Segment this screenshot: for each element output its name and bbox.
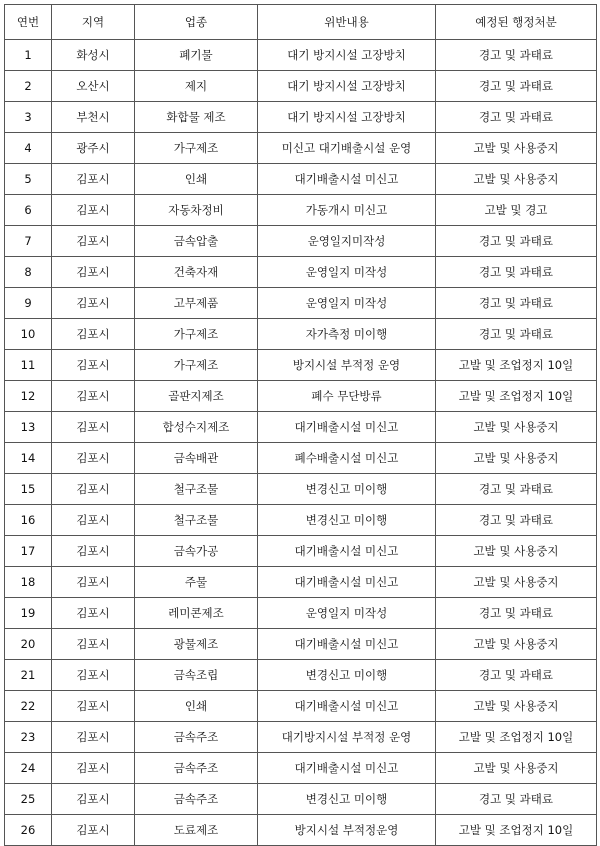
- cell-region: 김포시: [52, 536, 135, 567]
- cell-number: 20: [5, 629, 52, 660]
- cell-region: 김포시: [52, 567, 135, 598]
- table-row: [5, 164, 597, 195]
- cell-number: 24: [5, 753, 52, 784]
- cell-region: 김포시: [52, 412, 135, 443]
- header-violation: 위반내용: [258, 5, 436, 40]
- cell-action: 경고 및 과태료: [436, 784, 597, 815]
- cell-violation: 변경신고 미이행: [258, 784, 436, 815]
- cell-violation: 변경신고 미이행: [258, 660, 436, 691]
- table-row: [5, 257, 597, 288]
- cell-region: 김포시: [52, 598, 135, 629]
- cell-number: 5: [5, 164, 52, 195]
- cell-region: 김포시: [52, 381, 135, 412]
- cell-action: 고발 및 사용중지: [436, 133, 597, 164]
- cell-number: 12: [5, 381, 52, 412]
- cell-region: 김포시: [52, 288, 135, 319]
- cell-industry: 인쇄: [135, 691, 258, 722]
- table-row: [5, 691, 597, 722]
- cell-action: 고발 및 사용중지: [436, 567, 597, 598]
- cell-violation: 운영일지 미작성: [258, 598, 436, 629]
- cell-violation: 폐수 무단방류: [258, 381, 436, 412]
- cell-industry: 금속압출: [135, 226, 258, 257]
- cell-industry: 금속가공: [135, 536, 258, 567]
- cell-number: 21: [5, 660, 52, 691]
- cell-violation: 대기 방지시설 고장방치: [258, 71, 436, 102]
- cell-number: 17: [5, 536, 52, 567]
- cell-action: 경고 및 과태료: [436, 226, 597, 257]
- cell-violation: 대기배출시설 미신고: [258, 567, 436, 598]
- cell-number: 18: [5, 567, 52, 598]
- cell-violation: 대기배출시설 미신고: [258, 753, 436, 784]
- cell-number: 26: [5, 815, 52, 846]
- cell-action: 경고 및 과태료: [436, 71, 597, 102]
- cell-industry: 고무제품: [135, 288, 258, 319]
- cell-violation: 운영일지 미작성: [258, 257, 436, 288]
- cell-number: 10: [5, 319, 52, 350]
- cell-industry: 폐기물: [135, 40, 258, 71]
- cell-action: 경고 및 과태료: [436, 474, 597, 505]
- cell-industry: 광물제조: [135, 629, 258, 660]
- table-row: [5, 753, 597, 784]
- cell-action: 경고 및 과태료: [436, 505, 597, 536]
- cell-action: 고발 및 사용중지: [436, 412, 597, 443]
- cell-industry: 금속주조: [135, 753, 258, 784]
- cell-action: 고발 및 조업정지 10일: [436, 815, 597, 846]
- cell-region: 김포시: [52, 505, 135, 536]
- header-row: [5, 5, 597, 40]
- table-row: [5, 226, 597, 257]
- cell-action: 경고 및 과태료: [436, 598, 597, 629]
- cell-region: 김포시: [52, 660, 135, 691]
- table-row: [5, 536, 597, 567]
- table-row: [5, 71, 597, 102]
- table-row: [5, 474, 597, 505]
- table-row: [5, 784, 597, 815]
- cell-industry: 건축자재: [135, 257, 258, 288]
- cell-action: 경고 및 과태료: [436, 102, 597, 133]
- cell-region: 오산시: [52, 71, 135, 102]
- cell-number: 2: [5, 71, 52, 102]
- table-row: [5, 505, 597, 536]
- cell-industry: 금속주조: [135, 784, 258, 815]
- table-row: [5, 660, 597, 691]
- cell-industry: 인쇄: [135, 164, 258, 195]
- header-action: 예정된 행정처분: [436, 5, 597, 40]
- cell-action: 경고 및 과태료: [436, 257, 597, 288]
- cell-region: 김포시: [52, 319, 135, 350]
- cell-industry: 가구제조: [135, 350, 258, 381]
- table-row: [5, 288, 597, 319]
- header-number: 연번: [5, 5, 52, 40]
- cell-region: 김포시: [52, 226, 135, 257]
- cell-region: 김포시: [52, 164, 135, 195]
- cell-region: 김포시: [52, 753, 135, 784]
- table-row: [5, 443, 597, 474]
- cell-region: 부천시: [52, 102, 135, 133]
- cell-violation: 대기 방지시설 고장방치: [258, 40, 436, 71]
- cell-region: 김포시: [52, 257, 135, 288]
- cell-industry: 화합물 제조: [135, 102, 258, 133]
- table-row: [5, 598, 597, 629]
- table-body: [5, 40, 597, 846]
- cell-violation: 대기 방지시설 고장방치: [258, 102, 436, 133]
- table-row: [5, 102, 597, 133]
- cell-industry: 제지: [135, 71, 258, 102]
- cell-violation: 대기배출시설 미신고: [258, 536, 436, 567]
- cell-number: 7: [5, 226, 52, 257]
- cell-number: 9: [5, 288, 52, 319]
- cell-violation: 대기배출시설 미신고: [258, 412, 436, 443]
- cell-violation: 대기배출시설 미신고: [258, 691, 436, 722]
- cell-region: 광주시: [52, 133, 135, 164]
- cell-violation: 자가측정 미이행: [258, 319, 436, 350]
- cell-violation: 운영일지 미작성: [258, 288, 436, 319]
- cell-region: 김포시: [52, 443, 135, 474]
- cell-region: 김포시: [52, 195, 135, 226]
- cell-number: 25: [5, 784, 52, 815]
- cell-industry: 도료제조: [135, 815, 258, 846]
- cell-action: 고발 및 사용중지: [436, 164, 597, 195]
- cell-industry: 주물: [135, 567, 258, 598]
- cell-number: 13: [5, 412, 52, 443]
- cell-number: 23: [5, 722, 52, 753]
- table-row: [5, 629, 597, 660]
- table-row: [5, 815, 597, 846]
- cell-industry: 자동차정비: [135, 195, 258, 226]
- cell-region: 김포시: [52, 815, 135, 846]
- table-row: [5, 567, 597, 598]
- cell-industry: 가구제조: [135, 133, 258, 164]
- cell-industry: 금속주조: [135, 722, 258, 753]
- cell-region: 김포시: [52, 350, 135, 381]
- cell-number: 11: [5, 350, 52, 381]
- table-row: [5, 133, 597, 164]
- cell-number: 16: [5, 505, 52, 536]
- table-row: [5, 350, 597, 381]
- cell-violation: 폐수배출시설 미신고: [258, 443, 436, 474]
- cell-industry: 합성수지제조: [135, 412, 258, 443]
- header-industry: 업종: [135, 5, 258, 40]
- cell-number: 14: [5, 443, 52, 474]
- cell-industry: 레미콘제조: [135, 598, 258, 629]
- table-row: [5, 195, 597, 226]
- cell-industry: 금속조립: [135, 660, 258, 691]
- cell-industry: 금속배관: [135, 443, 258, 474]
- cell-number: 1: [5, 40, 52, 71]
- cell-industry: 골판지제조: [135, 381, 258, 412]
- cell-action: 고발 및 경고: [436, 195, 597, 226]
- cell-region: 김포시: [52, 474, 135, 505]
- cell-violation: 변경신고 미이행: [258, 474, 436, 505]
- table-header: [5, 5, 597, 40]
- table-row: [5, 40, 597, 71]
- cell-region: 김포시: [52, 784, 135, 815]
- cell-number: 8: [5, 257, 52, 288]
- cell-violation: 방지시설 부적정운영: [258, 815, 436, 846]
- cell-action: 고발 및 사용중지: [436, 753, 597, 784]
- cell-action: 경고 및 과태료: [436, 40, 597, 71]
- cell-action: 고발 및 조업정지 10일: [436, 722, 597, 753]
- cell-number: 22: [5, 691, 52, 722]
- table-row: [5, 722, 597, 753]
- cell-violation: 방지시설 부적정 운영: [258, 350, 436, 381]
- table-row: [5, 381, 597, 412]
- cell-violation: 대기배출시설 미신고: [258, 629, 436, 660]
- cell-number: 4: [5, 133, 52, 164]
- cell-industry: 철구조물: [135, 474, 258, 505]
- violations-table: [4, 4, 597, 846]
- cell-number: 6: [5, 195, 52, 226]
- cell-action: 경고 및 과태료: [436, 660, 597, 691]
- cell-region: 김포시: [52, 722, 135, 753]
- cell-number: 19: [5, 598, 52, 629]
- cell-violation: 미신고 대기배출시설 운영: [258, 133, 436, 164]
- cell-action: 고발 및 사용중지: [436, 536, 597, 567]
- cell-action: 고발 및 조업정지 10일: [436, 350, 597, 381]
- cell-action: 고발 및 사용중지: [436, 691, 597, 722]
- cell-violation: 대기배출시설 미신고: [258, 164, 436, 195]
- cell-action: 경고 및 과태료: [436, 288, 597, 319]
- cell-action: 고발 및 사용중지: [436, 443, 597, 474]
- cell-violation: 가동개시 미신고: [258, 195, 436, 226]
- cell-industry: 철구조물: [135, 505, 258, 536]
- cell-number: 3: [5, 102, 52, 133]
- cell-action: 고발 및 조업정지 10일: [436, 381, 597, 412]
- table-row: [5, 319, 597, 350]
- cell-violation: 변경신고 미이행: [258, 505, 436, 536]
- cell-industry: 가구제조: [135, 319, 258, 350]
- cell-number: 15: [5, 474, 52, 505]
- cell-region: 화성시: [52, 40, 135, 71]
- header-region: 지역: [52, 5, 135, 40]
- cell-region: 김포시: [52, 691, 135, 722]
- cell-violation: 대기방지시설 부적정 운영: [258, 722, 436, 753]
- table-row: [5, 412, 597, 443]
- cell-region: 김포시: [52, 629, 135, 660]
- cell-action: 경고 및 과태료: [436, 319, 597, 350]
- cell-violation: 운영일지미작성: [258, 226, 436, 257]
- cell-action: 고발 및 사용중지: [436, 629, 597, 660]
